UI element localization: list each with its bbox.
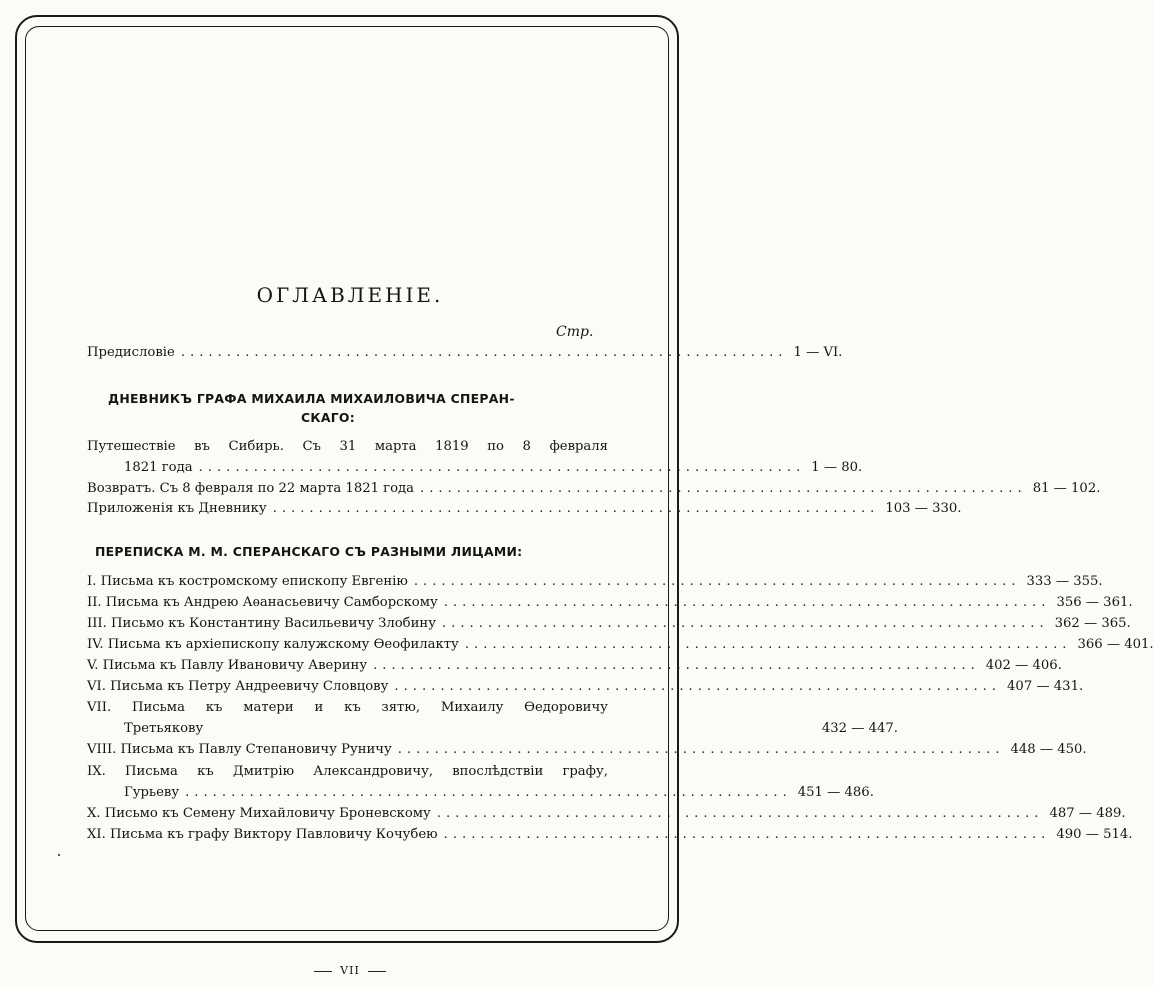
toc-entry-pages: 1 — VI. xyxy=(793,345,843,360)
toc-entry-label: XI. Письма къ графу Виктору Павловичу Кочубею xyxy=(87,827,438,842)
dash-left xyxy=(314,971,332,972)
toc-entry-label: III. Письмо къ Константину Васильевичу Злобину xyxy=(87,616,436,631)
toc-entry-label: X. Письмо къ Семену Михайловичу Броневскому xyxy=(87,806,431,821)
word: къ xyxy=(197,764,214,779)
toc-entry-label: V. Письма къ Павлу Ивановичу Аверину xyxy=(87,658,368,673)
page-number-footer xyxy=(0,964,700,977)
word: Письма xyxy=(124,764,178,779)
toc-entry-letter-10[interactable] xyxy=(87,804,1126,824)
section-heading-diary-line2: СКАГО: xyxy=(301,410,355,425)
toc-entry-label: Предисловіе xyxy=(87,345,175,360)
word: Путешествіе xyxy=(87,439,176,454)
toc-entry-label: Приложенія къ Дневнику xyxy=(87,501,267,516)
toc-entry-letter-3[interactable] xyxy=(87,614,1131,634)
leader-dots: .................................................................. xyxy=(420,481,1027,496)
toc-entry-label: Гурьеву xyxy=(124,785,180,800)
toc-entry-pages: 432 — 447. xyxy=(821,721,898,736)
toc-entry-letter-9-line1[interactable] xyxy=(87,762,608,782)
toc-entry-pages: 451 — 486. xyxy=(797,785,874,800)
toc-entry-pages: 333 — 355. xyxy=(1026,574,1103,589)
word: зятю, xyxy=(381,700,421,715)
toc-entry-return[interactable] xyxy=(87,479,1101,499)
leader-dots: .................................................................. xyxy=(397,742,1005,757)
leader-dots xyxy=(209,719,816,739)
leader-dots: .................................................................. xyxy=(441,616,1049,631)
leader-dots: .................................................................. xyxy=(443,827,1051,842)
leader-dots: .................................................................. xyxy=(272,501,880,516)
print-speck xyxy=(58,854,60,856)
toc-entry-preface[interactable] xyxy=(87,343,843,363)
toc-entry-letter-8[interactable] xyxy=(87,740,1087,760)
word: и xyxy=(314,700,324,715)
page-number: VII xyxy=(340,964,360,977)
leader-dots: .................................................................. xyxy=(443,595,1051,610)
toc-entry-pages: 356 — 361. xyxy=(1056,595,1133,610)
word: матери xyxy=(243,700,294,715)
word: Александровичу, xyxy=(313,764,434,779)
leader-dots: .................................................................. xyxy=(464,637,1072,652)
word: по xyxy=(487,439,504,454)
word: VII. xyxy=(87,700,112,715)
toc-entry-label: VI. Письма къ Петру Андреевичу Словцову xyxy=(87,679,389,694)
leader-dots: .................................................................. xyxy=(185,785,792,800)
word: февраля xyxy=(549,439,608,454)
section-heading-diary-line1: ДНЕВНИКЪ ГРАФА МИХАИЛА МИХАИЛОВИЧА СПЕРАН- xyxy=(108,391,515,406)
toc-entry-pages: 407 — 431. xyxy=(1007,679,1084,694)
word: марта xyxy=(374,439,417,454)
toc-entry-label: IV. Письма къ архіепископу калужскому Ѳеофилакту xyxy=(87,637,459,652)
toc-entry-label: Третьякову xyxy=(124,721,204,736)
word: IX. xyxy=(87,764,106,779)
toc-entry-letter-9-line2[interactable] xyxy=(124,783,874,803)
leader-dots: .................................................................. xyxy=(373,658,980,673)
toc-entry-pages: 103 — 330. xyxy=(885,501,962,516)
word: къ xyxy=(344,700,361,715)
word: Сибирь. xyxy=(228,439,284,454)
toc-entry-label: 1821 года xyxy=(124,460,193,475)
toc-entry-pages: 402 — 406. xyxy=(985,658,1062,673)
toc-entry-pages: 362 — 365. xyxy=(1054,616,1131,631)
leader-dots: .................................................................. xyxy=(413,574,1021,589)
leader-dots: .................................................................. xyxy=(198,460,806,475)
toc-entry-appendix[interactable] xyxy=(87,499,962,519)
toc-entry-letter-2[interactable] xyxy=(87,593,1133,613)
toc-entry-letter-4[interactable] xyxy=(87,635,1154,655)
leader-dots: .................................................................. xyxy=(436,806,1044,821)
toc-entry-pages: 490 — 514. xyxy=(1056,827,1133,842)
word: 31 xyxy=(339,439,357,454)
toc-entry-letter-1[interactable] xyxy=(87,572,1103,592)
toc-entry-label: I. Письма къ костромскому епископу Евгенію xyxy=(87,574,408,589)
toc-entry-label: Возвратъ. Съ 8 февраля по 22 марта 1821 года xyxy=(87,481,415,496)
toc-entry-letter-6[interactable] xyxy=(87,677,1084,697)
page-column-label: Стр. xyxy=(556,324,594,340)
toc-entry-pages: 448 — 450. xyxy=(1010,742,1087,757)
toc-entry-letter-5[interactable] xyxy=(87,656,1062,676)
leader-dots: .................................................................. xyxy=(180,345,788,360)
toc-entry-pages: 81 — 102. xyxy=(1032,481,1101,496)
toc-entry-letter-7-line1[interactable] xyxy=(87,698,608,718)
word: Михаилу xyxy=(440,700,504,715)
toc-entry-pages: 366 — 401. xyxy=(1077,637,1154,652)
word: 8 xyxy=(522,439,531,454)
toc-entry-pages: 487 — 489. xyxy=(1049,806,1126,821)
toc-entry-label: VIII. Письма къ Павлу Степановичу Руничу xyxy=(87,742,392,757)
toc-entry-letter-11[interactable] xyxy=(87,825,1133,845)
leader-dots: .................................................................. xyxy=(394,679,1002,694)
toc-entry-pages: 1 — 80. xyxy=(811,460,863,475)
toc-entry-letter-7-line2[interactable] xyxy=(124,719,898,739)
page-title: ОГЛАВЛЕНІЕ. xyxy=(256,283,444,307)
word: 1819 xyxy=(435,439,469,454)
word: къ xyxy=(205,700,223,715)
word: Ѳедоровичу xyxy=(524,700,608,715)
toc-entry-journey-line2[interactable] xyxy=(124,458,863,478)
word: въ xyxy=(194,439,210,454)
word: Съ xyxy=(302,439,321,454)
word: Письма xyxy=(131,700,185,715)
section-heading-correspondence: ПЕРЕПИСКА М. М. СПЕРАНСКАГО СЪ РАЗНЫМИ ЛИЦАМИ: xyxy=(95,544,523,559)
dash-right xyxy=(368,971,386,972)
word: Дмитрію xyxy=(232,764,295,779)
toc-entry-label: II. Письма къ Андрею Аѳанасьевичу Самборскому xyxy=(87,595,438,610)
toc-entry-journey-line1[interactable] xyxy=(87,437,608,457)
word: впослѣдствіи xyxy=(452,764,544,779)
word: графу, xyxy=(562,764,608,779)
